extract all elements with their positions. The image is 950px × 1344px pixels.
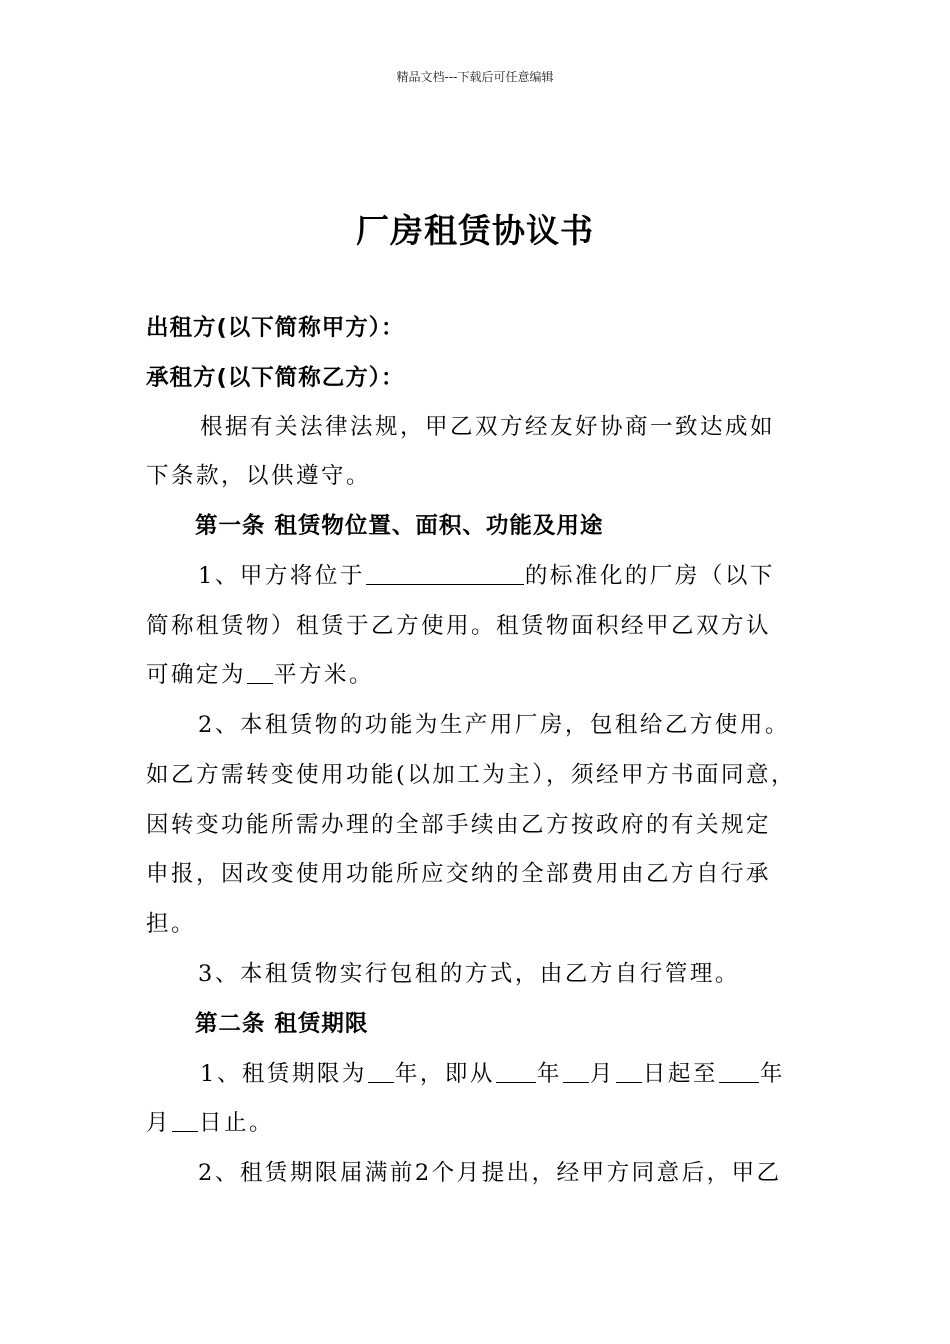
article-1-heading: 第一条 租赁物位置、面积、功能及用途 [195,513,604,539]
years-blank[interactable] [368,1060,394,1083]
end-day-blank[interactable] [172,1109,198,1132]
area-blank[interactable] [247,661,273,684]
page-header: 精品文档---下载后可任意编辑 [396,70,554,84]
article-1-clause-2-line-4: 申报，因改变使用功能所应交纳的全部费用由乙方自行承 [146,861,772,887]
intro-line-1: 根据有关法律法规，甲乙双方经友好协商一致达成如 [200,414,776,440]
article-2-heading: 第二条 租赁期限 [195,1011,369,1037]
article-1-clause-2-line-5: 担。 [146,911,197,937]
article-1-clause-1-line-1: 1、甲方将位于 的标准化的厂房（以下 [198,563,775,589]
article-1-clause-1-line-2: 简称租赁物）租赁于乙方使用。租赁物面积经甲乙双方认 [146,613,772,639]
location-blank[interactable] [366,562,524,585]
article-1-clause-1-line-3: 可确定为 平方米。 [146,662,375,688]
end-year-blank[interactable] [719,1060,759,1083]
article-2-clause-2-line-1: 2、租赁期限届满前2个月提出，经甲方同意后，甲乙 [198,1160,782,1186]
article-2-clause-1-line-2: 月 日止。 [146,1110,275,1136]
article-2-clause-1-line-1: 1、租赁期限为 年，即从 年 月 日起至 年 [200,1061,785,1087]
start-day-blank[interactable] [616,1060,642,1083]
intro-line-2: 下条款，以供遵守。 [146,463,372,489]
article-1-clause-2-line-3: 因转变功能所需办理的全部手续由乙方按政府的有关规定 [146,812,772,838]
start-year-blank[interactable] [496,1060,536,1083]
article-1-clause-2-line-2: 如乙方需转变使用功能(以加工为主），须经甲方书面同意， [146,762,797,788]
article-1-clause-3: 3、本租赁物实行包租的方式，由乙方自行管理。 [198,961,740,987]
start-month-blank[interactable] [563,1060,589,1083]
party-a-label: 出租方(以下简称甲方）： [146,315,405,341]
party-b-label: 承租方(以下简称乙方）： [146,365,405,391]
document-title: 厂房租赁协议书 [356,211,594,250]
article-1-clause-2-line-1: 2、本租赁物的功能为生产用厂房，包租给乙方使用。 [198,712,790,738]
